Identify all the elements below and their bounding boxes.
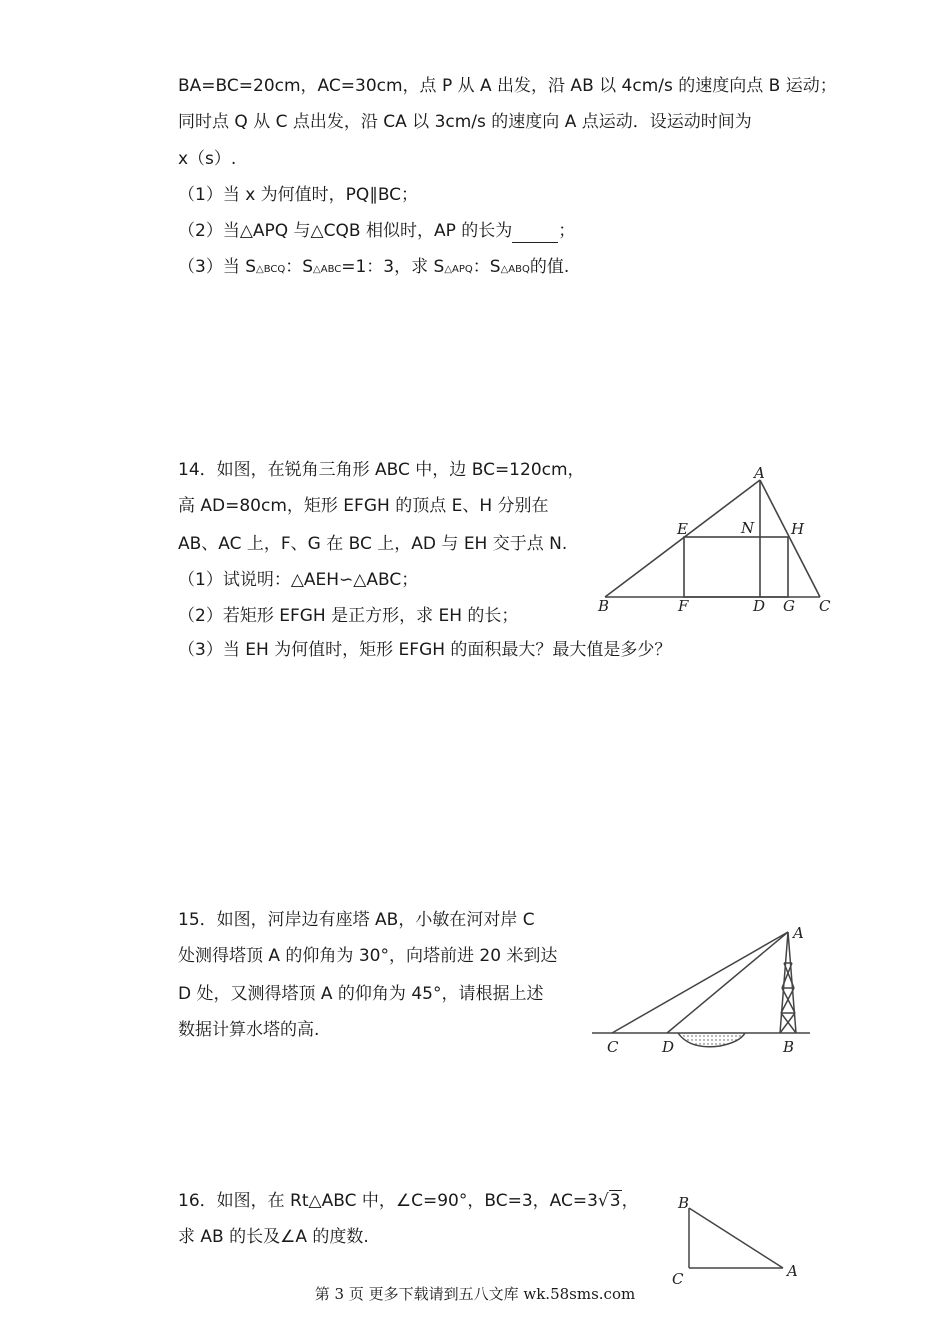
q13-part-3-d: ：S [472,257,501,277]
label-a: A [754,464,765,482]
q13-sub-abc: △ABC [313,264,342,275]
q13-part-3-a: （3）当 S [178,257,257,277]
q14-part-3: （3）当 EH 为何值时，矩形 EFGH 的面积最大？最大值是多少？ [178,640,672,660]
q13-part-3-e: 的值. [529,257,570,277]
q14-part-1: （1）试说明：△AEH∽△ABC； [178,570,419,590]
q16-line-1 [178,1189,639,1213]
q13-part-2-text: （2）当△APQ 与△CQB 相似时，AP 的长为 [178,221,513,241]
q16-line-1-text: 16．如图，在 Rt△ABC 中，∠C=90°，BC=3，AC=3 [178,1191,598,1211]
q14-line-1: 14．如图，在锐角三角形 ABC 中，边 BC=120cm， [178,460,585,480]
q13-sub-abq: △ABQ [500,264,530,275]
label-c: C [607,1038,619,1056]
label-c: C [672,1270,684,1288]
q16-line-2: 求 AB 的长及∠A 的度数. [178,1227,369,1247]
label-e: E [677,520,688,538]
q15-line-4: 数据计算水塔的高. [178,1020,320,1040]
q15-line-3: D 处，又测得塔顶 A 的仰角为 45°，请根据上述 [178,984,544,1004]
q13-line-3: x（s）. [178,149,237,169]
q13-part-3-c: =1：3，求 S [341,257,445,277]
q14-line-2: 高 AD=80cm，矩形 EFGH 的顶点 E、H 分别在 [178,496,549,516]
q13-part-2-end: ； [558,221,576,241]
sight-line-c [612,932,788,1033]
label-d: D [753,597,766,615]
label-g: G [783,597,795,615]
answer-blank [512,224,558,243]
q15-line-2: 处测得塔顶 A 的仰角为 30°，向塔前进 20 米到达 [178,946,558,966]
label-a: A [793,924,804,942]
q16-figure-right-triangle [665,1190,815,1290]
side-ab [689,1208,783,1268]
side-ab [605,480,760,597]
q13-part-2 [178,219,575,243]
sqrt-radicand: 3 [609,1191,621,1211]
side-ac [760,480,820,597]
page-footer: 第 3 页 更多下载请到五八文库 wk.58sms.com [314,1285,636,1303]
q13-part-3-b: ：S [285,257,314,277]
q13-line-1: BA=BC=20cm，AC=30cm，点 P 从 A 出发，沿 AB 以 4cm/s 的速度向点 B 运动； [178,76,837,96]
label-c: C [819,597,831,615]
q13-sub-apq: △APQ [444,264,473,275]
q13-part-3 [178,255,569,282]
q13-line-2: 同时点 Q 从 C 点出发，沿 CA 以 3cm/s 的速度向 A 点运动．设运动时间为 [178,112,752,132]
sight-line-d [667,932,788,1033]
label-n: N [741,519,755,537]
q13-part-1: （1）当 x 为何值时，PQ∥BC； [178,185,419,205]
q15-line-1: 15．如图，河岸边有座塔 AB，小敏在河对岸 C [178,910,535,930]
q14-figure-triangle-rectangle [590,462,840,622]
q14-part-2: （2）若矩形 EFGH 是正方形，求 EH 的长； [178,606,519,626]
rectangle-efgh [684,537,788,597]
label-d: D [662,1038,675,1056]
q14-line-3: AB、AC 上，F、G 在 BC 上，AD 与 EH 交于点 N. [178,534,568,554]
label-f: F [678,597,689,615]
label-b: B [783,1038,795,1056]
q13-sub-bcq: △BCQ [256,264,286,275]
q15-figure-tower [590,918,815,1058]
river [678,1033,745,1047]
q16-line-1-end: ， [621,1191,639,1211]
label-b: B [598,597,610,615]
label-a: A [787,1262,798,1280]
label-h: H [791,520,805,538]
label-b: B [678,1194,690,1212]
sqrt-symbol: √3 [597,1191,621,1211]
